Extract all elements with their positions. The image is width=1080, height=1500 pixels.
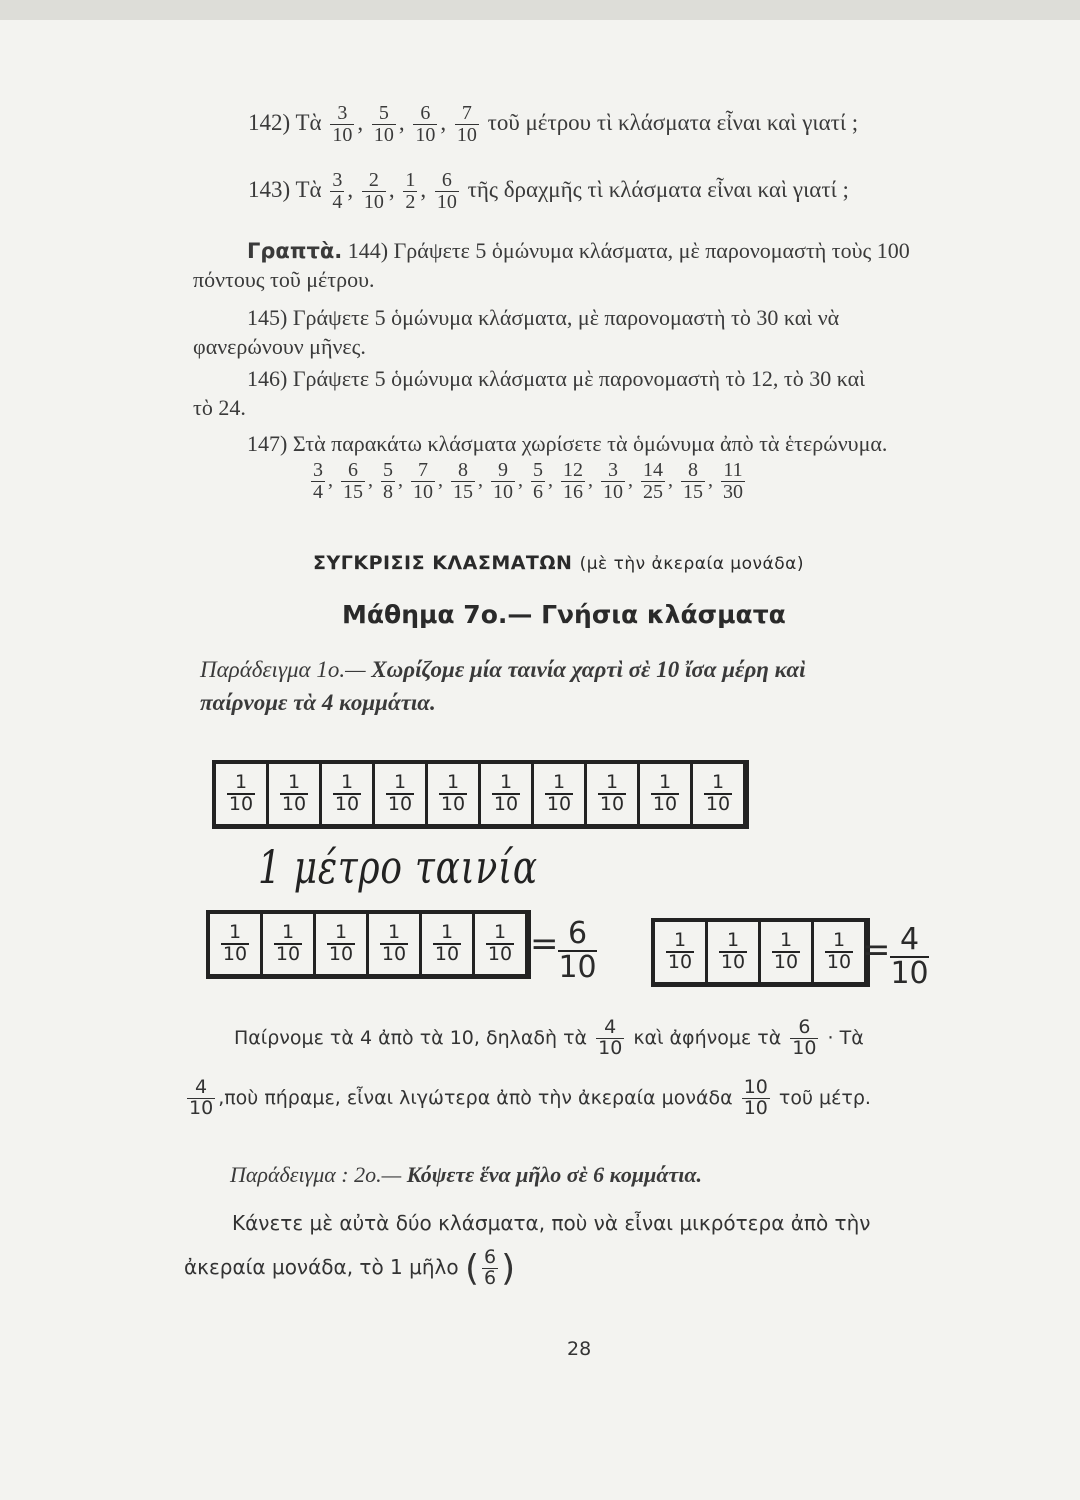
denominator: 10 — [415, 124, 436, 146]
cell-denominator: 10 — [720, 951, 746, 973]
cell-numerator: 1 — [274, 923, 302, 945]
cell-numerator: 1 — [439, 773, 467, 795]
fraction — [601, 460, 625, 503]
fraction — [641, 460, 665, 503]
fraction — [531, 460, 545, 503]
cell-denominator: 10 — [387, 793, 413, 815]
tape-left — [206, 910, 531, 979]
fraction — [561, 460, 585, 503]
numerator: 5 — [533, 459, 543, 481]
numerator: 12 — [563, 459, 583, 481]
denominator: 4 — [313, 481, 323, 503]
cell-denominator: 10 — [667, 951, 693, 973]
denominator: 10 — [493, 481, 513, 503]
numerator: 4 — [596, 1018, 624, 1039]
explanation-line2 — [184, 1078, 871, 1119]
cell-denominator: 10 — [546, 793, 572, 815]
example-2-text: Κόψετε ἕνα μῆλο σὲ 6 κομμάτια. — [406, 1162, 703, 1187]
numerator: 3 — [330, 103, 354, 125]
denominator: 10 — [436, 191, 457, 213]
fraction — [330, 103, 354, 146]
fraction — [372, 103, 396, 146]
cell-numerator: 1 — [486, 923, 514, 945]
cell-numerator: 1 — [433, 923, 461, 945]
denominator: 4 — [332, 191, 343, 213]
fraction — [482, 1248, 498, 1289]
tape-cell — [534, 764, 587, 824]
example-2-line2-text: ἀκεραία μονάδα, τὸ 1 μῆλο — [184, 1255, 459, 1279]
exercise-143-text: τῆς δραχμῆς τὶ κλάσματα εἶναι καὶ γιατί ; — [467, 176, 849, 202]
exercise-142-label: 142) Τὰ — [248, 109, 322, 135]
cell-denominator: 10 — [228, 793, 254, 815]
example-1 — [200, 657, 806, 683]
denominator: 2 — [405, 191, 416, 213]
tape-cell — [640, 764, 693, 824]
tape-cell — [216, 764, 269, 824]
tape-cell — [316, 914, 369, 974]
numerator: 6 — [484, 1246, 497, 1269]
cell-numerator: 1 — [333, 773, 361, 795]
paren-open: ( — [464, 1248, 480, 1289]
tape-cell — [322, 764, 375, 824]
numerator: 6 — [790, 1018, 818, 1039]
tape-caption: 1 μέτρο ταινία — [258, 840, 538, 894]
exercise-147-text: 147) Στὰ παρακάτω κλάσματα χωρίσετε τὰ ὁμώνυμα ἀπὸ τὰ ἑτερώνυμα. — [247, 431, 888, 456]
exercise-147-fractions: $\frac{3}{4}$ , $\frac{6}{15}$ , $\frac{5}{8}$ , $\frac{7}{10}$ , $\frac{8}{15}$ , $\frac{9}{10}$ , $\frac{5}{6}$ , $\frac{12}{16}$ , $\frac{3}{10}$ , $\frac{14}{25}$ , $\frac{8}{15}$ , $\frac{11}{30}$ — [313, 459, 743, 503]
exercise-144-line2: πόντους τοῦ μέτρου. — [193, 267, 375, 292]
numerator: 3 — [332, 169, 343, 191]
cell-denominator: 10 — [705, 793, 731, 815]
cell-denominator: 10 — [381, 943, 407, 965]
denominator: 10 — [373, 124, 394, 146]
tape-cell — [587, 764, 640, 824]
example-1-text-line2: παίρνομε τὰ 4 κομμάτια. — [200, 690, 436, 715]
cell-denominator: 10 — [652, 793, 678, 815]
numerator: 6 — [413, 103, 437, 125]
left-result-denominator: 10 — [558, 950, 597, 986]
fraction — [790, 1018, 818, 1059]
exercise-145-line2: φανερώνουν μῆνες. — [193, 334, 366, 359]
cell-numerator: 1 — [545, 773, 573, 795]
fraction — [742, 1078, 770, 1119]
cell-denominator: 10 — [440, 793, 466, 815]
denominator: 8 — [383, 481, 393, 503]
tape-cell — [375, 764, 428, 824]
cell-denominator: 10 — [773, 951, 799, 973]
numerator: 3 — [313, 459, 323, 481]
example-2-line1: Κάνετε μὲ αὐτὰ δύο κλάσματα, ποὺ νὰ εἶναι μικρότερα ἀπὸ τὴν — [232, 1211, 871, 1235]
fraction — [403, 170, 417, 213]
lesson-title: Μάθημα 7ο.— Γνήσια κλάσματα — [342, 600, 786, 629]
cell-numerator: 1 — [280, 773, 308, 795]
cell-denominator: 10 — [599, 793, 625, 815]
right-result-denominator: 10 — [890, 956, 929, 992]
equals-sign: = — [530, 924, 559, 964]
right-result-fraction — [890, 924, 929, 991]
denominator: 25 — [643, 481, 663, 503]
example-2-label: Παράδειγμα : 2ο.— — [230, 1162, 402, 1187]
example-2-line2 — [184, 1248, 515, 1289]
fraction — [721, 460, 745, 503]
explanation-text: τοῦ μέτρ. — [778, 1086, 871, 1109]
equals-sign: = — [862, 930, 891, 970]
numerator: 14 — [643, 459, 663, 481]
tape-cell — [481, 764, 534, 824]
tape-cell — [475, 914, 525, 974]
numerator: 8 — [451, 460, 475, 482]
denominator: 6 — [484, 1267, 497, 1289]
explanation-text: ,ποὺ πήραμε, εἶναι λιγώτερα ἀπὸ τὴν ἀκεραία μονάδα — [218, 1086, 733, 1109]
tape-cell — [428, 764, 481, 824]
fraction — [435, 170, 459, 213]
tape-cell — [655, 922, 708, 982]
fraction — [381, 460, 395, 503]
numerator: 10 — [743, 1076, 768, 1098]
explanation-text: Παίρνομε τὰ 4 ἀπὸ τὰ 10, δηλαδὴ τὰ — [234, 1026, 588, 1049]
page-number: 28 — [567, 1338, 592, 1360]
section-title — [313, 552, 804, 574]
cell-denominator: 10 — [493, 793, 519, 815]
tape-cell — [269, 764, 322, 824]
exercise-146-line2: τὸ 24. — [193, 395, 246, 420]
cell-numerator: 1 — [666, 931, 694, 953]
numerator: 6 — [341, 460, 365, 482]
exercise-144-line1: 144) Γράψετε 5 ὁμώνυμα κλάσματα, μὲ παρονομαστὴ τοὺς 100 — [347, 238, 910, 263]
tape-cell — [814, 922, 864, 982]
denominator: 10 — [792, 1036, 817, 1059]
cell-denominator: 10 — [275, 943, 301, 965]
numerator: 1 — [405, 169, 416, 191]
example-1-label: Παράδειγμα 1ο.— — [200, 657, 366, 682]
tape-cell — [210, 914, 263, 974]
denominator: 10 — [332, 124, 353, 146]
denominator: 10 — [413, 481, 433, 503]
fraction — [330, 170, 344, 213]
denominator: 10 — [743, 1096, 768, 1119]
cell-denominator: 10 — [434, 943, 460, 965]
cell-numerator: 1 — [327, 923, 355, 945]
denominator: 10 — [189, 1096, 214, 1119]
cell-denominator: 10 — [328, 943, 354, 965]
numerator: 11 — [721, 460, 745, 482]
fraction — [187, 1078, 215, 1119]
cell-numerator: 1 — [227, 773, 255, 795]
cell-numerator: 1 — [492, 773, 520, 795]
fraction — [455, 103, 479, 146]
scan-top-edge — [0, 0, 1080, 20]
tape-cell — [422, 914, 475, 974]
cell-denominator: 10 — [826, 951, 852, 973]
numerator: 9 — [491, 460, 515, 482]
explanation-text: καὶ ἀφήνομε τὰ — [633, 1026, 782, 1049]
left-result-fraction — [558, 918, 597, 985]
fraction — [311, 460, 325, 503]
cell-denominator: 10 — [334, 793, 360, 815]
fraction — [451, 460, 475, 503]
cell-numerator: 1 — [598, 773, 626, 795]
denominator: 30 — [723, 481, 743, 503]
fraction — [413, 103, 437, 146]
fraction — [411, 460, 435, 503]
exercise-143-label: 143) Τὰ — [248, 176, 322, 202]
exercise-142-text: τοῦ μέτρου τὶ κλάσματα εἶναι καὶ γιατί ; — [487, 109, 859, 135]
exercise-142: 142) Τὰ $\frac{3}{10}$ , $\frac{5}{10}$ , $\frac{6}{10}$ , $\frac{7}{10}$ τοῦ μέτρου τὶ κλάσματα εἶναι καὶ γιατί ; — [248, 102, 859, 146]
tape-right — [651, 918, 870, 987]
denominator: 10 — [456, 124, 477, 146]
numerator: 7 — [411, 460, 435, 482]
numerator: 3 — [601, 460, 625, 482]
fraction — [362, 170, 386, 213]
written-exercises-label: Γραπτὰ. — [247, 239, 343, 263]
denominator: 6 — [533, 481, 543, 503]
tape-cell — [369, 914, 422, 974]
fraction — [341, 460, 365, 503]
tape-top — [212, 760, 749, 829]
paren-close: ) — [501, 1248, 516, 1289]
fraction — [491, 460, 515, 503]
cell-numerator: 1 — [825, 931, 853, 953]
example-2 — [230, 1162, 702, 1188]
cell-denominator: 10 — [487, 943, 513, 965]
denominator: 15 — [343, 481, 363, 503]
right-result-numerator: 4 — [890, 924, 929, 958]
denominator: 10 — [603, 481, 623, 503]
tape-cell — [263, 914, 316, 974]
denominator: 10 — [363, 191, 384, 213]
cell-numerator: 1 — [704, 773, 732, 795]
exercise-146-line1: 146) Γράψετε 5 ὁμώνυμα κλάσματα μὲ παρονομαστὴ τὸ 12, τὸ 30 καὶ — [247, 366, 866, 391]
denominator: 16 — [563, 481, 583, 503]
denominator: 15 — [683, 481, 703, 503]
explanation-text: · Τὰ — [827, 1026, 864, 1049]
cell-numerator: 1 — [719, 931, 747, 953]
cell-denominator: 10 — [222, 943, 248, 965]
denominator: 10 — [598, 1036, 623, 1059]
exercise-145-line1: 145) Γράψετε 5 ὁμώνυμα κλάσματα, μὲ παρονομαστὴ τὸ 30 καὶ νὰ — [247, 305, 840, 330]
numerator: 4 — [187, 1078, 215, 1099]
numerator: 7 — [455, 103, 479, 125]
numerator: 2 — [362, 170, 386, 192]
cell-numerator: 1 — [380, 923, 408, 945]
tape-cell — [708, 922, 761, 982]
example-1-text-line1: Χωρίζομε μία ταινία χαρτὶ σὲ 10 ἴσα μέρη καὶ — [371, 657, 806, 682]
numerator: 5 — [372, 103, 396, 125]
cell-denominator: 10 — [281, 793, 307, 815]
cell-numerator: 1 — [651, 773, 679, 795]
cell-numerator: 1 — [772, 931, 800, 953]
exercise-144 — [247, 238, 910, 264]
tape-cell — [761, 922, 814, 982]
section-subtitle: (μὲ τὴν ἀκεραία μονάδα) — [579, 554, 804, 574]
exercise-143: 143) Τὰ $\frac{3}{4}$ , $\frac{2}{10}$ , $\frac{1}{2}$ , $\frac{6}{10}$ τῆς δραχμῆς τὶ κλάσματα εἶναι καὶ γιατί ; — [248, 169, 849, 213]
fraction — [681, 460, 705, 503]
fraction — [596, 1018, 624, 1059]
denominator: 15 — [453, 481, 473, 503]
numerator: 8 — [681, 460, 705, 482]
explanation-line1 — [234, 1018, 864, 1059]
numerator: 5 — [383, 459, 393, 481]
left-result-numerator: 6 — [558, 918, 597, 952]
tape-cell — [693, 764, 743, 824]
numerator: 6 — [435, 170, 459, 192]
cell-numerator: 1 — [386, 773, 414, 795]
section-title-text: ΣΥΓΚΡΙΣΙΣ ΚΛΑΣΜΑΤΩΝ — [313, 552, 573, 574]
cell-numerator: 1 — [221, 923, 249, 945]
